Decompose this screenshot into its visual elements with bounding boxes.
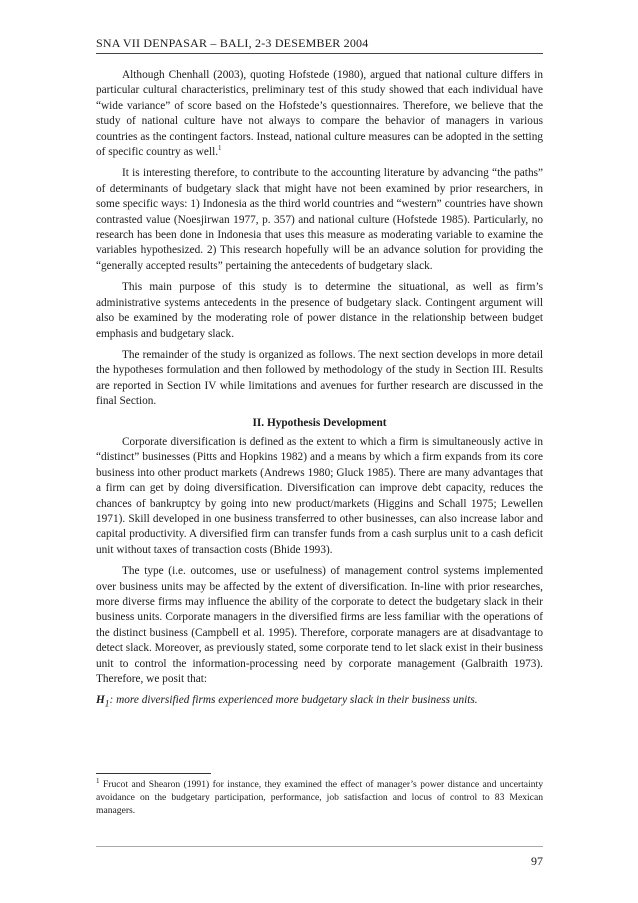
header-rule [96,53,543,54]
hypothesis-subscript: 1 [104,699,110,710]
hypothesis-text: : more diversified firms experienced more budgetary slack in their business units. [109,694,478,707]
paragraph-outline: The remainder of the study is organized as follows. The next section develops in more detail the hypotheses formulation and then followed by methodology of the study in Section III. Results are reported in Section IV while limitations and avenues for further research are discussed in the final Section. [96,348,543,408]
footer-rule [96,846,543,847]
hypothesis-h1 [96,693,543,713]
footnote-marker: 1 [96,776,100,785]
footnote [96,778,543,817]
paragraph-contribution: It is interesting therefore, to contribute to the accounting literature by advancing “the paths” of determinants of budgetary slack that might have not been examined by prior researchers, in some specific ways: 1) Indonesia as the third world countries and “western” countries have shown contrasted value (Noesjirwan 1977, p. 357) and national culture (Hofstede 1985). Particularly, no research has been done in Indonesia that uses this measure as moderating variable to examine the variables hypothesized. 2) This research hopefully will be an advance solution for providing the “generally accepted results” pertaining the antecedents of budgetary slack. [96,167,543,272]
page-number: 97 [531,854,543,868]
paragraph-diversification: Corporate diversification is defined as the extent to which a firm is simultaneously active in “distinct” businesses (Pitts and Hopkins 1982) and a means by which a firm expands from its core business into other product markets (Andrews 1980; Gluck 1985). There are many advantages that a firm can get by doing diversification. Diversification can improve debt capacity, reduces the chances of bankruptcy by going into new product/markets (Higgins and Schall 1975; Lewellen 1971). Skill developed in one business transferred to other businesses, can also increase labor and capital productivity. A diversified firm can transfer funds from a cash surplus unit to a cash deficit unit without taxes of transaction costs (Bhide 1993). [96,435,543,556]
body-text [96,68,543,719]
footnote-reference: 1 [218,144,222,153]
paragraph-national-culture: Although Chenhall (2003), quoting Hofstede (1980), argued that national culture differs in particular cultural characteristics, preliminary test of this study showed that each individual have “wide variance” of score based on the Hofstede’s questionnaires. Therefore, we believe that the study of national culture have not always to compare the behavior of managers in various countries as the contingent factors. Instead, national culture measures can be adopted in the setting of specific country as well.$^1$ [96,69,543,159]
running-header: SNA VII DENPASAR – BALI, 2-3 DESEMBER 2004 [96,36,369,50]
section-heading: II. Hypothesis Development [252,416,387,429]
hypothesis-label: H [96,694,105,707]
footnote-text: Frucot and Shearon (1991) for instance, they examined the effect of manager’s power distance and uncertainty avoidance on the budgetary participation, performance, job satisfaction and locus of control to 83 Mexican managers. [96,779,543,816]
footnote-rule [96,773,211,774]
paragraph-purpose: This main purpose of this study is to determine the situational, as well as firm’s administrative systems antecedents in the presence of budgetary slack. Contingent argument will also be examined by the moderating role of power distance in the relationship between budget emphasis and budgetary slack. [96,281,543,340]
paragraph-management-control: The type (i.e. outcomes, use or usefulness) of management control systems implemented over business units may be affected by the extent of diversification. In-line with prior researches, more diverse firms may influence the ability of the corporate to detect the budgetary slack in their business units. Corporate managers in the diversified firms are less familiar with the operations of the distinct business (Campbell et al. 1995). Therefore, corporate managers are at disadvantage to detect slack. Moreover, as previously stated, some corporate tend to let slack exist in their business unit to control the information-processing need by corporate management (Galbraith 1973). Therefore, we posit that: [96,565,543,686]
